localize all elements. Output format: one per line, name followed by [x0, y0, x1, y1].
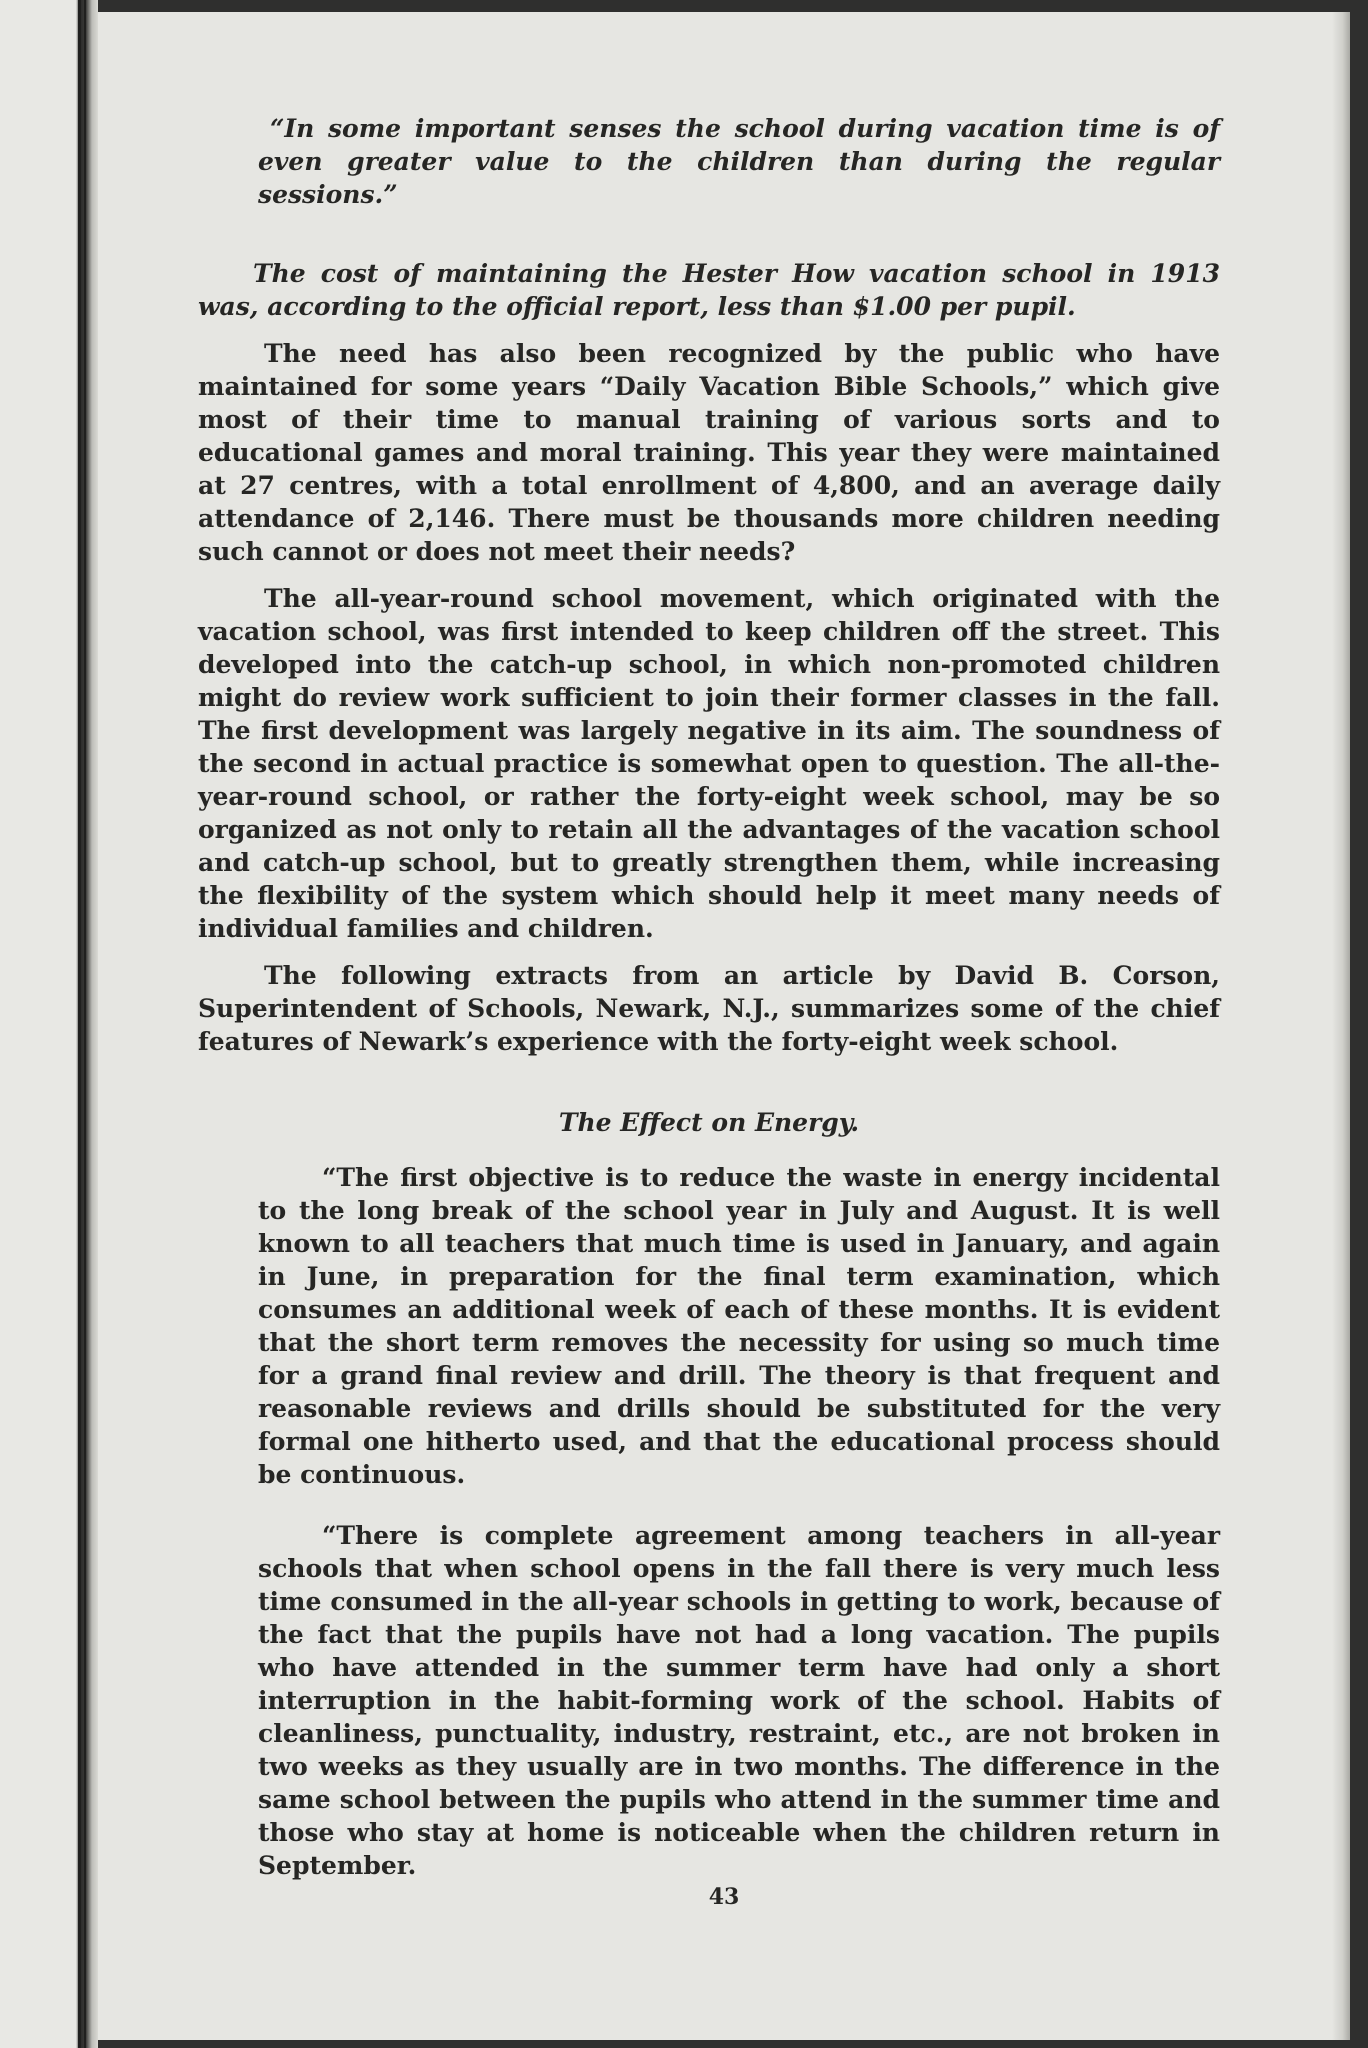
section-title: The Effect on Energy.: [558, 1108, 860, 1137]
paragraph-all-year-movement: The all-year-round school movement, which originated with the vacation school, was first intended to keep children off the street. This developed into the catch-up school, in which non-promoted children might do review work sufficient to join their former classes in the fall. The first development was largely negative in its aim. The soundness of the second in actual practice is somewhat open to question. The all-the-year-round school, or rather the forty-eight week school, may be so organized as not only to retain all the advantages of the vacation school and catch-up school, but to greatly strengthen them, while increasing the flexibility of the system which should help it meet many needs of individual families and children.: [198, 584, 1220, 943]
opening-quote: “In some important senses the school during vacation time is of even greater value to the children than during the regular sessions.”: [258, 114, 1220, 209]
paragraph-bible-schools: The need has also been recognized by the public who have maintained for some years “Daily Vacation Bible Schools,” which give most of their time to manual training of various sorts and to educational games and moral training. This year they were maintained at 27 centres, with a total enrollment of 4,800, and an average daily attendance of 2,146. There must be thousands more children needing such cannot or does not meet their needs?: [198, 339, 1220, 566]
extract-first-objective: “The first objective is to reduce the waste in energy incidental to the long break of the school year in July and August. It is well known to all teachers that much time is used in January, and again in June, in preparation for the final term examination, which consumes an additional week of each of these months. It is evident that the short term removes the necessity for using so much time for a grand final review and drill. The theory is that frequent and reasonable reviews and drills should be substituted for the very formal one hitherto used, and that the educational process should be continuous.: [258, 1163, 1220, 1489]
page-number: 43: [708, 1884, 740, 1910]
paragraph-corson-intro: The following extracts from an article by David B. Corson, Superintendent of Schools, Newark, N.J., summarizes some of the chief features of Newark’s experience with the forty-eight week school.: [198, 961, 1220, 1056]
page-content: [198, 112, 1220, 1882]
extract-teacher-agreement: “There is complete agreement among teachers in all-year schools that when school opens in the fall there is very much less time consumed in the all-year schools in getting to work, because of the fact that the pupils have not had a long vacation. The pupils who have attended in the summer term have had only a short interruption in the habit-forming work of the school. Habits of cleanliness, punctuality, industry, restraint, etc., are not broken in two weeks as they usually are in two months. The difference in the same school between the pupils who attend in the summer time and those who stay at home is noticeable when the children return in September.: [258, 1521, 1220, 1880]
page-edge: [1332, 12, 1350, 2040]
cost-note: The cost of maintaining the Hester How vacation school in 1913 was, according to the official report, less than $1.00 per pupil.: [198, 259, 1220, 321]
book-spine: [0, 0, 98, 2048]
spine-line: [78, 0, 81, 2048]
book-page: [98, 12, 1350, 2040]
spine-line: [84, 0, 86, 2048]
